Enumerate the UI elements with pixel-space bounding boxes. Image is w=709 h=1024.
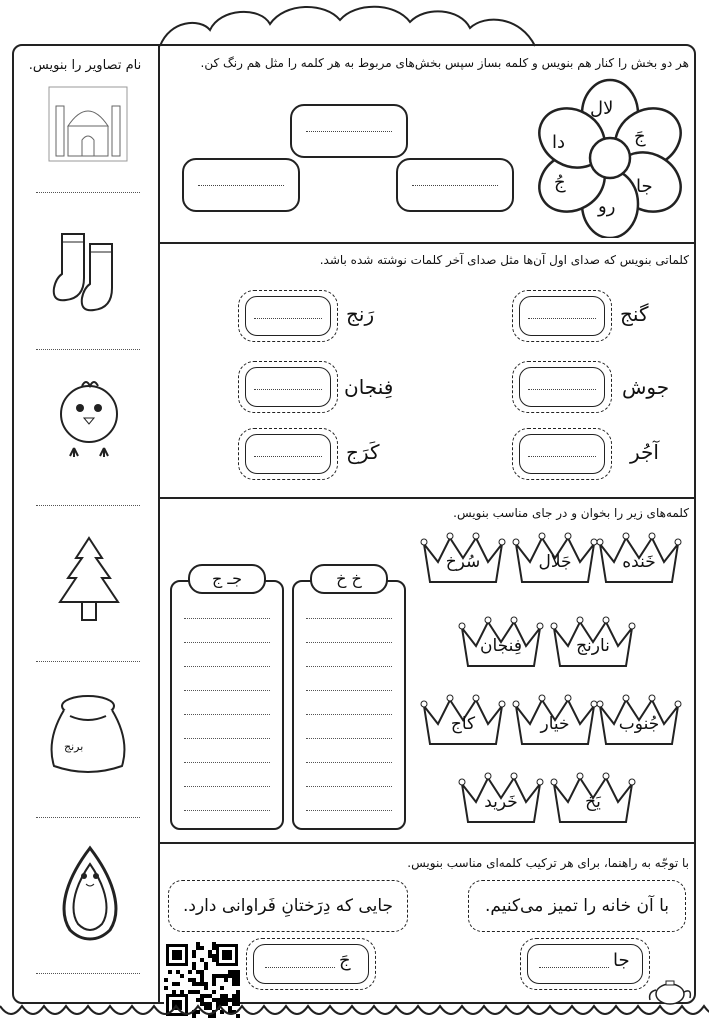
crown-word: نارنج — [576, 636, 610, 656]
answer-sign[interactable] — [182, 158, 300, 212]
number-five-picture — [50, 842, 130, 942]
teapot-icon — [648, 976, 692, 1006]
rice-sack-picture — [40, 690, 136, 776]
answer-line[interactable] — [184, 690, 270, 691]
petal-label: دا — [552, 132, 566, 153]
column-kh[interactable] — [292, 580, 406, 830]
crown-word-card — [550, 768, 636, 824]
answer-line[interactable] — [184, 810, 270, 811]
chick-picture — [52, 376, 126, 462]
column-j[interactable] — [170, 580, 284, 830]
crown-word: خَنده — [622, 552, 656, 572]
crown-word-card — [596, 528, 682, 584]
answer-line[interactable] — [306, 762, 392, 763]
answer-sign[interactable] — [290, 104, 408, 158]
section-divider — [160, 497, 696, 499]
answer-box[interactable] — [238, 290, 338, 342]
answer-line[interactable] — [306, 666, 392, 667]
word-ranj: رَنج — [346, 302, 375, 326]
answer-box[interactable] — [238, 361, 338, 413]
answer-line[interactable] — [184, 714, 270, 715]
answer-sign[interactable] — [396, 158, 514, 212]
answer-line[interactable] — [36, 661, 140, 662]
word-gonj: گنج — [620, 302, 649, 326]
crown-word: سُرخ — [445, 552, 481, 572]
pine-tree-picture — [50, 536, 128, 628]
crown-word: کاج — [450, 714, 476, 734]
word-jush: جوش — [622, 375, 670, 399]
crown-word: فِنجان — [480, 636, 522, 656]
petal-label: جُ — [554, 172, 566, 193]
sentence-right: با آن خانه را تمیز می‌کنیم. — [468, 880, 686, 932]
crown-word: جَلال — [538, 552, 572, 572]
answer-line[interactable] — [184, 618, 270, 619]
section3-instruction: کلمه‌های زیر را بخوان و در جای مناسب بنویس. — [453, 506, 689, 520]
sentence-left: جایی که دِرَختانِ فَراوانی دارد. — [168, 880, 408, 932]
answer-line[interactable] — [184, 786, 270, 787]
petal-label: جَ — [634, 126, 646, 147]
answer-line[interactable] — [306, 714, 392, 715]
answer-line[interactable] — [36, 505, 140, 506]
answer-line[interactable] — [36, 817, 140, 818]
mosque-picture — [48, 86, 128, 162]
section-divider — [160, 842, 696, 844]
cloud-header-decoration — [150, 0, 550, 48]
answer-line[interactable] — [306, 786, 392, 787]
column-kh-label: خ خ — [310, 564, 388, 594]
petal-label: جا — [636, 176, 653, 197]
answer-box[interactable] — [512, 428, 612, 480]
crown-word: خیار — [540, 714, 570, 734]
word-karaj: کَرَج — [346, 440, 380, 464]
socks-picture — [50, 226, 126, 316]
column-j-label: جـ ج — [188, 564, 266, 594]
answer-line[interactable] — [184, 762, 270, 763]
answer-line[interactable] — [306, 642, 392, 643]
section4-instruction: با توجّه به راهنما، برای هر ترکیب کلمه‌ای مناسب بنویس. — [407, 856, 689, 870]
crown-word-card — [512, 528, 598, 584]
answer-box[interactable] — [238, 428, 338, 480]
answer-line[interactable] — [184, 642, 270, 643]
hint-box-left[interactable] — [246, 938, 376, 990]
answer-line[interactable] — [306, 690, 392, 691]
crown-word-card — [596, 690, 682, 746]
crown-word: یَخ — [585, 792, 601, 812]
crown-word-card — [458, 612, 544, 668]
word-fenjan: فِنجان — [344, 375, 394, 399]
crown-word-card — [512, 690, 598, 746]
petal-label: لال — [590, 98, 614, 119]
answer-line[interactable] — [306, 618, 392, 619]
crown-word-card — [420, 690, 506, 746]
answer-line[interactable] — [306, 738, 392, 739]
answer-line[interactable] — [306, 810, 392, 811]
answer-line[interactable] — [184, 666, 270, 667]
answer-box[interactable] — [512, 290, 612, 342]
bottom-scallop-decoration — [0, 1004, 709, 1024]
answer-line[interactable] — [36, 973, 140, 974]
word-ajor: آجُر — [630, 440, 659, 464]
answer-line[interactable] — [184, 738, 270, 739]
crown-word-card — [420, 528, 506, 584]
petal-label: رو — [598, 196, 616, 217]
hint-ja-short: جَ — [339, 950, 351, 971]
crown-word-card — [550, 612, 636, 668]
answer-line[interactable] — [36, 349, 140, 350]
section-divider — [160, 242, 696, 244]
sack-label: برنج — [64, 740, 84, 753]
crown-word-card — [458, 768, 544, 824]
flower-diagram — [530, 78, 690, 238]
answer-line[interactable] — [36, 192, 140, 193]
crown-word: خَرید — [484, 792, 518, 812]
section2-instruction: کلماتی بنویس که صدای اول آن‌ها مثل صدای آخر کلمات نوشته شده باشد. — [319, 253, 689, 267]
answer-box[interactable] — [512, 361, 612, 413]
hint-ja: جا — [613, 950, 630, 971]
hint-box-right[interactable] — [520, 938, 650, 990]
crown-word: جُنوب — [618, 714, 660, 734]
sidebar-title: نام تصاویر را بنویس. — [28, 58, 142, 73]
section1-instruction: هر دو بخش را کنار هم بنویس و کلمه بساز سپس بخش‌های مربوط به هر کلمه را مثل هم رنگ کن. — [200, 56, 689, 70]
